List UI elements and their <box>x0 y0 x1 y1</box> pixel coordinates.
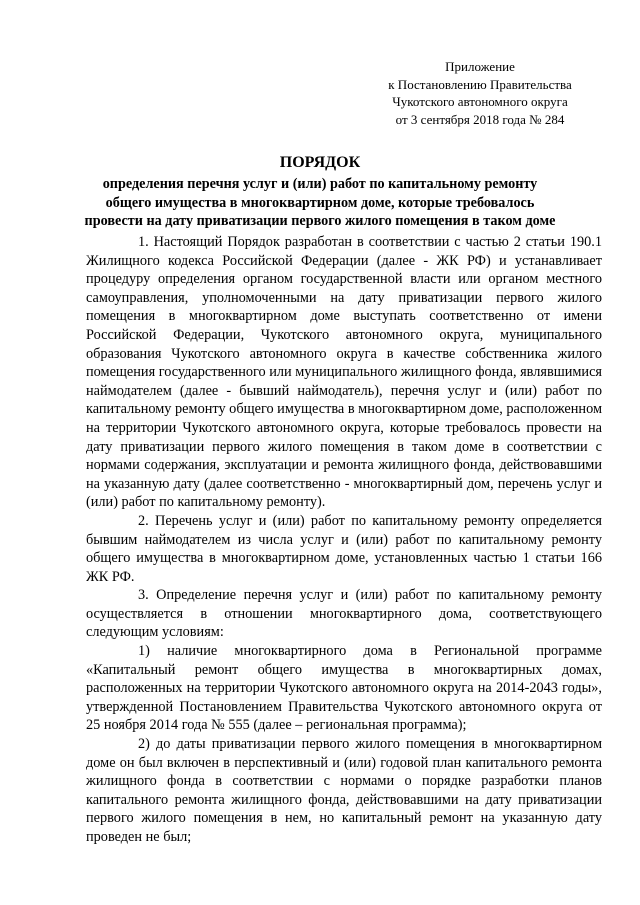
paragraph-1: 1. Настоящий Порядок разработан в соответствии с частью 2 статьи 190.1 Жилищного кодекса Российской Федерации (далее - ЖК РФ) и устанавливает процедуру определения органом государственной власти или органом местного самоуправления, уполномоченными на дату приватизации первого жилого помещения в многоквартирном доме выступать соответственно от имени Российской Федерации, Чукотского автономного округа, муниципального образования Чукотского автономного округа в качестве собственника жилого помещения государственного или муниципального жилищного фонда, являвшимися наймодателем (далее - бывший наймодатель), перечня услуг и (или) работ по капитальному ремонту общего имущества в многоквартирном доме, расположенном на территории Чукотского автономного округа, которые требовалось провести на дату приватизации первого жилого помещения в таком доме в соответствии с нормами содержания, эксплуатации и ремонта жилищного фонда, действовавшими на указанную дату (далее соответственно - многоквартирный дом, перечень услуг и (или) работ по капитальному ремонту). <box>86 234 602 511</box>
appendix-line: к Постановлению Правительства <box>388 76 572 92</box>
appendix-date-line: от 3 сентября 2018 года № 284 <box>395 111 565 127</box>
appendix-line: Приложение <box>445 59 515 74</box>
appendix-line: Чукотского автономного округа <box>392 94 568 109</box>
document-body <box>86 233 602 847</box>
paragraph-3: 3. Определение перечня услуг и (или) работ по капитальному ремонту осуществляется в отношении многоквартирного дома, соответствующего следующим условиям: <box>86 587 602 641</box>
paragraph-3-item-2: 2) до даты приватизации первого жилого помещения в многоквартирном доме он был включен в перспективный и (или) годовой план капитального ремонта жилищного фонда в соответствии с нормами о порядке разработки планов капитального ремонта жилищного фонда, действовавшими на дату приватизации первого жилого помещения в нем, но капитальный ремонт на указанную дату проведен не был; <box>86 736 602 845</box>
appendix-note <box>360 58 600 128</box>
paragraph-2: 2. Перечень услуг и (или) работ по капитальному ремонту определяется бывшим наймодателем из числа услуг и (или) работ по капитальному ремонту общего имущества в многоквартирном доме, установленных частью 1 статьи 166 ЖК РФ. <box>86 512 602 585</box>
paragraph-3-item-1: 1) наличие многоквартирного дома в Региональной программе «Капитальный ремонт общего имущества в многоквартирных домах, расположенных на территории Чукотского автономного округа на 2014-2043 годы», утвержденной Постановлением Правительства Чукотского автономного округа от 25 ноября 2014 года № 555 (далее – региональная программа); <box>86 643 602 734</box>
document-subtitle-line: общего имущества в многоквартирном доме, которые требовалось <box>105 194 535 211</box>
document-heading <box>60 153 580 231</box>
document-subtitle-line: определения перечня услуг и (или) работ по капитальному ремонту <box>102 176 538 192</box>
document-subtitle-line: провести на дату приватизации первого жилого помещения в таком доме <box>84 213 556 229</box>
document-title: ПОРЯДОК <box>279 154 361 171</box>
